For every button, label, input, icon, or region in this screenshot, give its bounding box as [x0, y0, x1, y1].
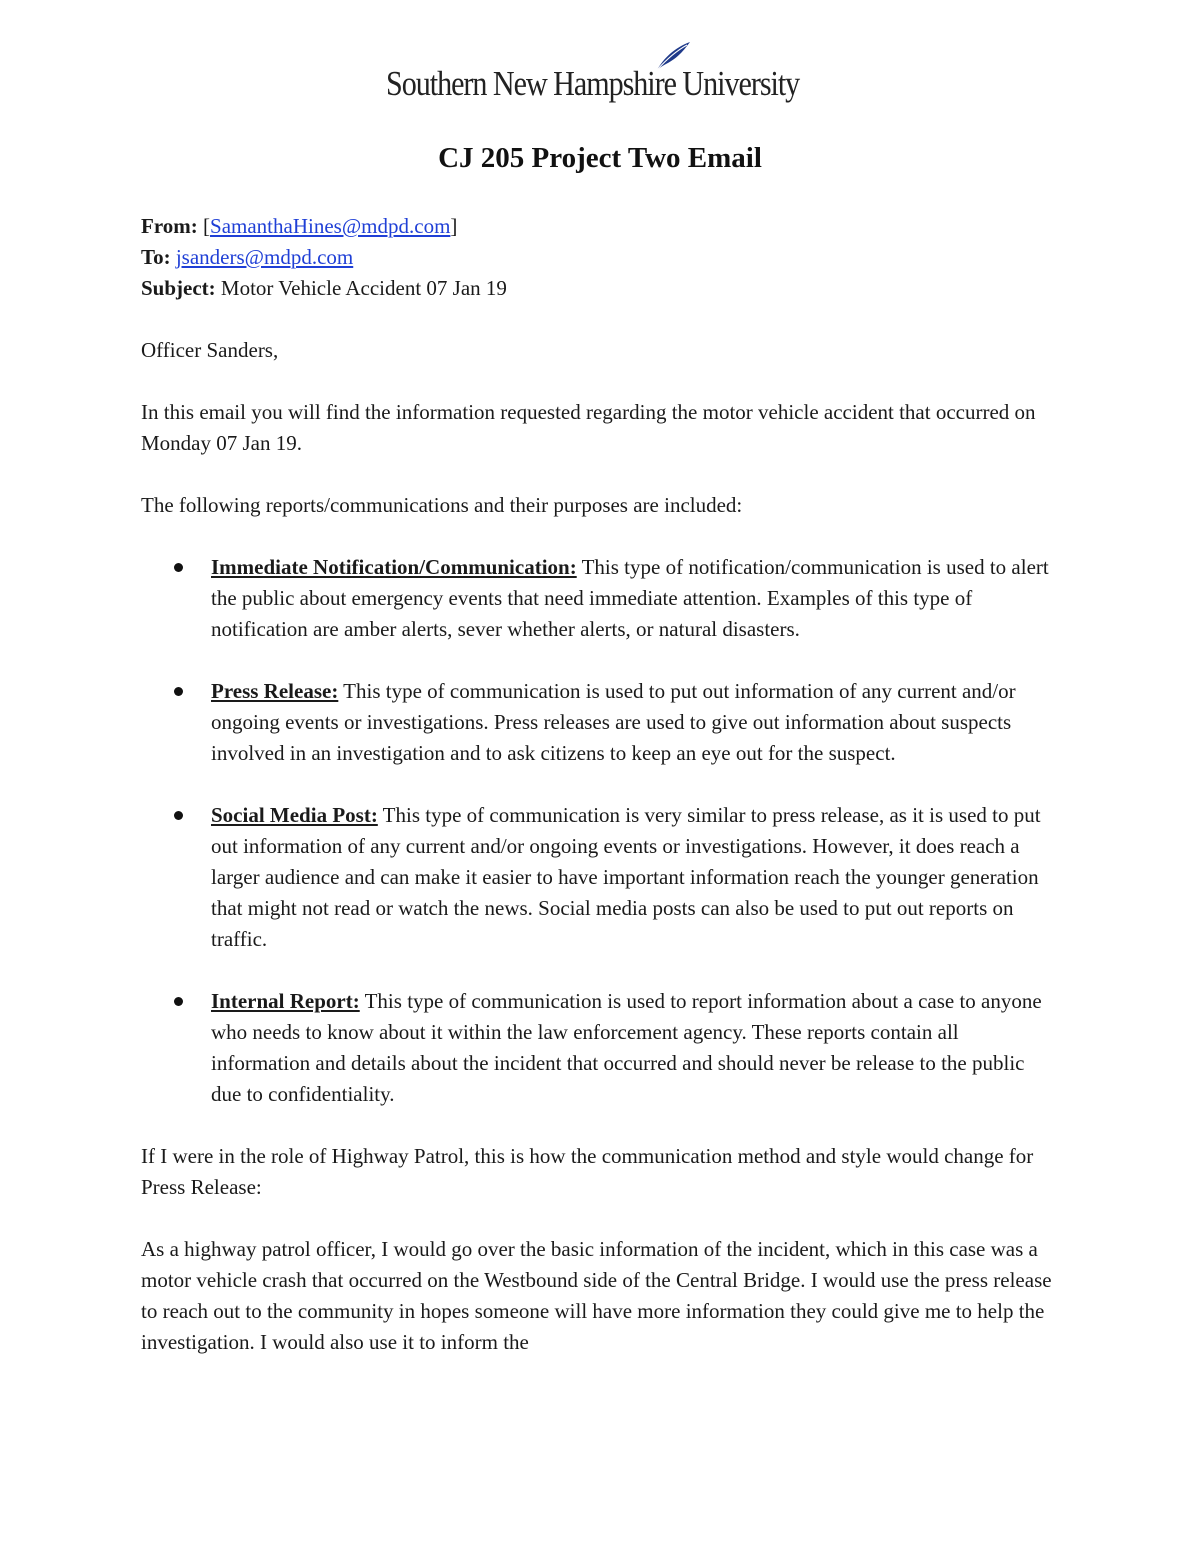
intro-paragraph: In this email you will find the information requested regarding the motor vehicle accident that occurred on Monday 07 Jan 19. — [141, 400, 1036, 455]
from-open-bracket: [ — [203, 214, 211, 238]
highway-intro-paragraph: If I were in the role of Highway Patrol, this is how the communication method and style would change for Press Release: — [141, 1144, 1034, 1199]
from-email-link[interactable]: SamanthaHines@mdpd.com — [210, 214, 451, 238]
list-item — [141, 986, 1056, 1110]
list-item-text: This type of communication is very similar to press release, as it is used to put out information of any current and/or ongoing events or investigations. However, it does reach a larger audience and can make it easier to have important information reach the younger generation that might not read or watch the news. Social media posts can also be used to put out reports on traffic. — [211, 803, 1041, 951]
highway-paragraph: As a highway patrol officer, I would go over the basic information of the incident, which in this case was a motor vehicle crash that occurred on the Westbound side of the Central Bridge. I would use the press release to reach out to the community in hopes someone will have more information they could give me to help the investigation. I would also use it to inform the — [141, 1237, 1052, 1354]
list-item-term: Internal Report: — [211, 989, 360, 1013]
to-label: To: — [141, 245, 171, 269]
list-item-term: Press Release: — [211, 679, 339, 703]
list-item-term: Immediate Notification/Communication: — [211, 555, 577, 579]
from-label: From: — [141, 214, 198, 238]
list-item — [141, 552, 1056, 645]
subject-label: Subject: — [141, 276, 216, 300]
subject-line — [141, 273, 1056, 304]
list-item-text: This type of notification/communication is used to alert the public about emergency events that need immediate attention. Examples of this type of notification are amber alerts, sever whether alerts, or natural disasters. — [211, 555, 1049, 641]
communication-list — [141, 552, 1056, 1110]
bullet-icon — [174, 687, 183, 696]
subject-value: Motor Vehicle Accident 07 Jan 19 — [220, 276, 507, 300]
bullet-icon — [174, 997, 183, 1006]
list-item-term: Social Media Post: — [211, 803, 378, 827]
to-email-link[interactable]: jsanders@mdpd.com — [175, 245, 354, 269]
logo-text: Southern New Hampshire University — [386, 64, 800, 103]
list-intro: The following reports/communications and their purposes are included: — [141, 493, 743, 517]
to-line — [141, 242, 1056, 273]
bullet-icon — [174, 563, 183, 572]
page-title: CJ 205 Project Two Email — [438, 142, 762, 174]
list-item-text: This type of communication is used to put out information of any current and/or ongoing events or investigations. Press releases are used to give out information about suspects involved in an investigation and to ask citizens to keep an eye out for the suspect. — [211, 679, 1016, 765]
email-body — [141, 211, 1056, 1358]
university-logo — [386, 62, 816, 112]
greeting: Officer Sanders, — [141, 338, 279, 362]
list-item — [141, 676, 1056, 769]
from-close-bracket: ] — [450, 214, 458, 238]
list-item — [141, 800, 1056, 955]
bullet-icon — [174, 811, 183, 820]
from-line — [141, 211, 1056, 242]
list-item-text: This type of communication is used to report information about a case to anyone who needs to know about it within the law enforcement agency. These reports contain all information and details about the incident that occurred and should never be release to the public due to confidentiality. — [211, 989, 1042, 1106]
